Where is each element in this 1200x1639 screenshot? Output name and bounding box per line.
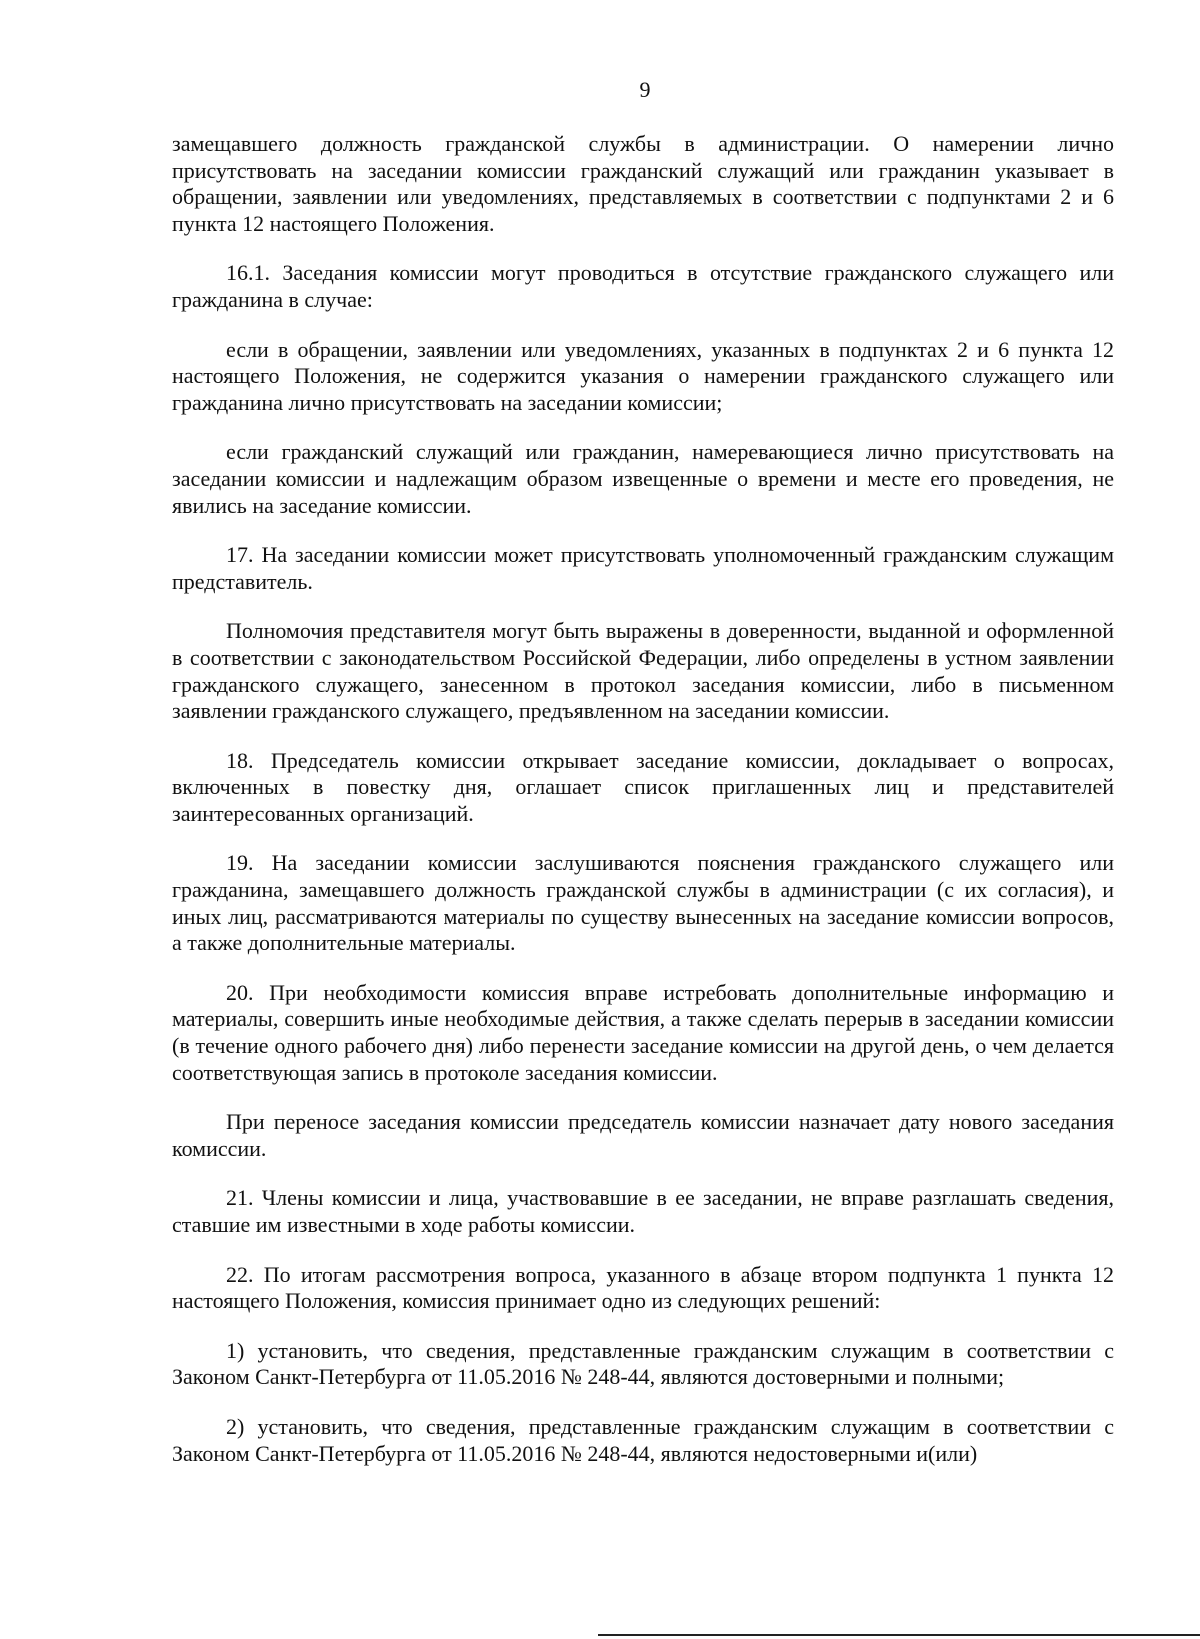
paragraph-16-1: 16.1. Заседания комиссии могут проводиться в отсутствие гражданского служащего или гражданина в случае: xyxy=(172,260,1114,312)
paragraph-22-decision-2: 2) установить, что сведения, представленные гражданским служащим в соответствии с Законом Санкт-Петербурга от 11.05.2016 № 248-44, являются недостоверными и(или) xyxy=(172,1413,1114,1466)
paragraph-continuation: замещавшего должность гражданской службы в администрации. О намерении лично присутствовать на заседании комиссии гражданский служащий или гражданин указывает в обращении, заявлении или уведомлениях, представляемых в соответствии с подпунктами 2 и 6 пункта 12 настоящего Положения. xyxy=(172,131,1114,236)
paragraph-17-powers: Полномочия представителя могут быть выражены в доверенности, выданной и оформленной в соответствии с законодательством Российской Федерации, либо определены в устном заявлении гражданского служащего, занесенном в протокол заседания комиссии, либо в письменном заявлении гражданского служащего, предъявленном на заседании комиссии. xyxy=(172,618,1114,724)
paragraph-22: 22. По итогам рассмотрения вопроса, указанного в абзаце втором подпункта 1 пункта 12 настоящего Положения, комиссия принимает одно из следующих решений: xyxy=(172,1261,1114,1314)
paragraph-16-1-case-1: если в обращении, заявлении или уведомлениях, указанных в подпунктах 2 и 6 пункта 12 настоящего Положения, не содержится указания о намерении гражданского служащего или гражданина лично присутствовать на заседании комиссии; xyxy=(172,336,1114,415)
paragraph-20: 20. При необходимости комиссия вправе истребовать дополнительные информацию и материалы, совершить иные необходимые действия, а также сделать перерыв в заседании комиссии (в течение одного рабочего дня) либо перенести заседание комиссии на другой день, о чем делается соответствующая запись в протоколе заседания комиссии. xyxy=(172,979,1114,1085)
paragraph-17: 17. На заседании комиссии может присутствовать уполномоченный гражданским служащим представитель. xyxy=(172,542,1114,594)
paragraph-18: 18. Председатель комиссии открывает заседание комиссии, докладывает о вопросах, включенных в повестку дня, оглашает список приглашенных лиц и представителей заинтересованных организаций. xyxy=(172,747,1114,826)
paragraph-22-decision-1: 1) установить, что сведения, представленные гражданским служащим в соответствии с Законом Санкт-Петербурга от 11.05.2016 № 248-44, являются достоверными и полными; xyxy=(172,1337,1114,1390)
paragraph-21: 21. Члены комиссии и лица, участвовавшие в ее заседании, не вправе разглашать сведения, ставшие им известными в ходе работы комиссии. xyxy=(172,1185,1114,1237)
paragraph-19: 19. На заседании комиссии заслушиваются пояснения гражданского служащего или гражданина, замещавшего должность гражданской службы в администрации (с их согласия), и иных лиц, рассматриваются материалы по существу вынесенных на заседание комиссии вопросов, а также дополнительные материалы. xyxy=(172,850,1114,956)
document-body xyxy=(172,131,1114,1490)
paragraph-16-1-case-2: если гражданский служащий или гражданин, намеревающиеся лично присутствовать на заседании комиссии и надлежащим образом извещенные о времени и месте его проведения, не явились на заседание комиссии. xyxy=(172,439,1114,518)
page-bottom-edge-line xyxy=(598,1634,1200,1636)
page-number: 9 xyxy=(639,77,651,102)
paragraph-20-postpone: При переносе заседания комиссии председатель комиссии назначает дату нового заседания комиссии. xyxy=(172,1109,1114,1161)
